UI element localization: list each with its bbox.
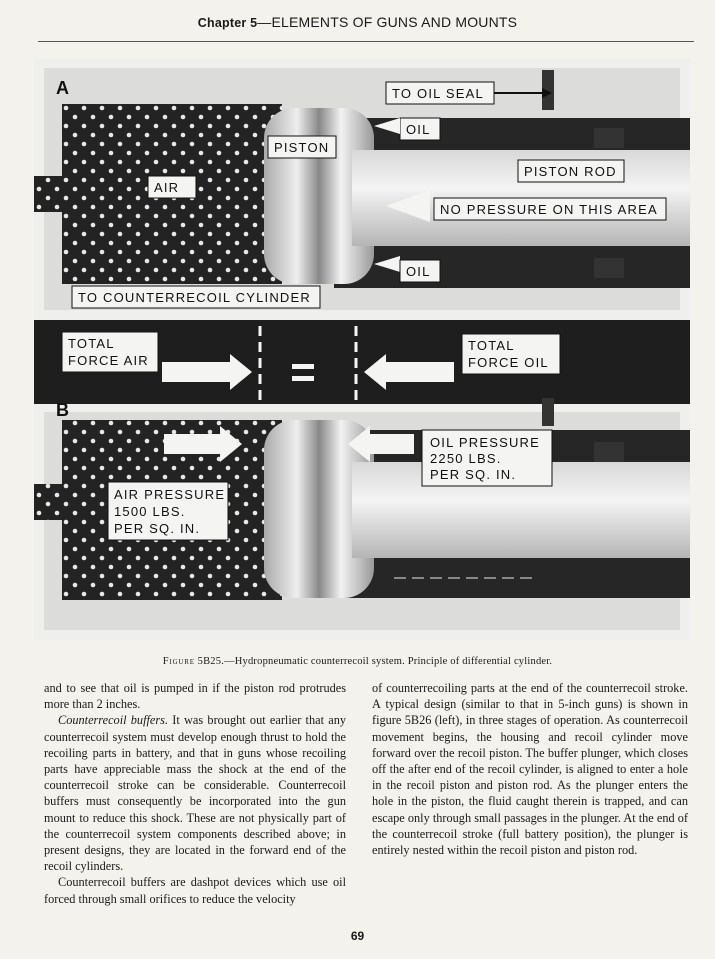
label-no-pressure: NO PRESSURE ON THIS AREA (440, 202, 658, 217)
label-oil-pressure-1: OIL PRESSURE (430, 435, 541, 450)
figure-caption (0, 656, 715, 667)
label-air-pressure-2: 1500 LBS. (114, 504, 186, 519)
left-paragraph-2 (44, 712, 346, 874)
equals-sign-top (292, 364, 314, 369)
caption-text: —Hydropneumatic counterrecoil system. Principle of differential cylinder. (224, 656, 553, 667)
running-header (0, 14, 715, 30)
label-total-force-air-2: FORCE AIR (68, 353, 149, 368)
left-paragraph-3: Counterrecoil buffers are dashpot devices which use oil forced through small orifices to reduce the velocity (44, 875, 346, 906)
page-number: 69 (350, 929, 365, 943)
label-air: AIR (154, 180, 180, 195)
label-total-force-oil-1: TOTAL (468, 338, 515, 353)
panel-b-letter: B (56, 400, 69, 420)
label-piston-rod: PISTON ROD (524, 164, 617, 179)
left-paragraph-1: and to see that oil is pumped in if the piston rod protrudes more than 2 inches. (44, 681, 346, 712)
panel-a-letter: A (56, 78, 69, 98)
header-dash: — (257, 14, 272, 30)
label-air-pressure-1: AIR PRESSURE (114, 487, 226, 502)
caption-label: Figure (162, 656, 195, 667)
left-column (44, 680, 346, 907)
header-rule (38, 41, 694, 42)
label-air-pressure-3: PER SQ. IN. (114, 521, 201, 536)
chapter-title: ELEMENTS OF GUNS AND MOUNTS (271, 14, 518, 30)
chapter-label: Chapter 5 (197, 16, 258, 30)
equals-sign-bottom (292, 376, 314, 381)
label-piston: PISTON (274, 140, 330, 155)
right-column (372, 680, 688, 858)
label-total-force-air-1: TOTAL (68, 336, 115, 351)
label-oil-pressure-3: PER SQ. IN. (430, 467, 517, 482)
label-to-counterrecoil: TO COUNTERRECOIL CYLINDER (78, 290, 311, 305)
label-total-force-oil-2: FORCE OIL (468, 355, 549, 370)
label-oil-top: OIL (406, 122, 431, 137)
section-heading-counterrecoil-buffers: Counterrecoil buffers. (58, 713, 169, 728)
figure-hydropneumatic (34, 58, 690, 640)
figure-drawing (34, 58, 690, 640)
left-paragraph-2-text: It was brought out earlier that any counterrecoil system must develop enough thrust to hold the recoiling parts in battery, and that in guns whose recoiling parts have appreciable mass the shock at the end of the counterrecoil stroke can be considerable. Counterrecoil buffers must consequently be incorporated into the gun mount to reduce this shock. These are not physically part of the counterrecoil system components described above; in present designs, they are located in the forward end of the recoil cylinders. (44, 713, 347, 874)
right-paragraph-1: of counterrecoiling parts at the end of the counterrecoil stroke. A typical design (similar to that in 5-inch guns) is shown in figure 5B26 (left), in three stages of operation. As counterrecoil movement begins, the housing and recoil cylinder move forward over the recoil piston. The buffer plunger, which closes off the after end of the recoil cylinder, is aligned to enter a hole in the recoil piston and piston rod. As the plunger enters the hole in the piston, the fluid caught therein is trapped, and can escape only through small passages in the plunger. At the end of the counterrecoil stroke (full battery position), the plunger is entirely nested within the recoil piston and piston rod. (372, 681, 688, 858)
label-oil-pressure-2: 2250 LBS. (430, 451, 502, 466)
label-to-oil-seal: TO OIL SEAL (392, 86, 484, 101)
label-oil-bottom: OIL (406, 264, 431, 279)
caption-number: 5B25. (197, 656, 225, 667)
